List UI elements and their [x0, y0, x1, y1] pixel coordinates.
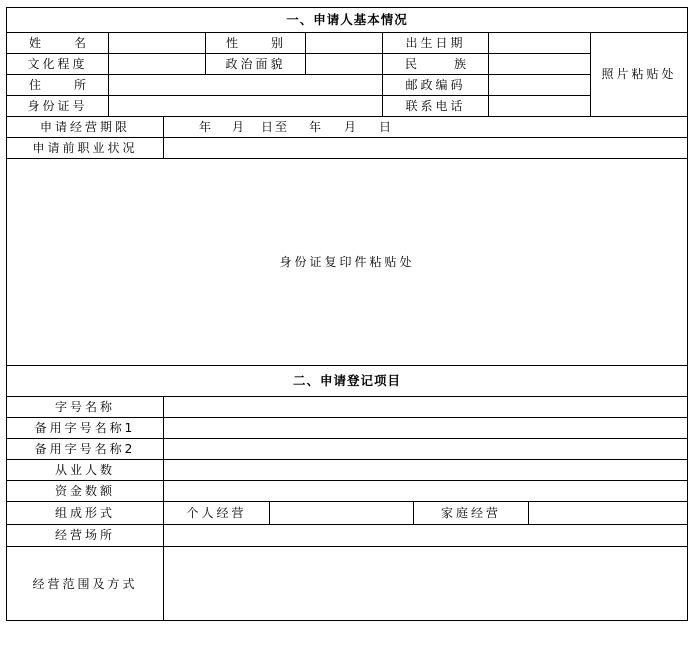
- org-family-checkbox[interactable]: [529, 501, 687, 524]
- section2-title: 二、申请登记项目: [292, 372, 401, 388]
- education-label: 文化程度: [27, 56, 88, 71]
- prior-job-field[interactable]: [164, 137, 687, 158]
- postcode-field[interactable]: [489, 74, 590, 95]
- org-family-option[interactable]: 家庭经营: [440, 505, 501, 520]
- gender-field[interactable]: [306, 32, 382, 53]
- birthdate-label: 出生日期: [405, 35, 466, 50]
- alt-name2-label: 备用字号名称2: [34, 441, 136, 456]
- trade-name-label: 字号名称: [54, 399, 115, 414]
- scope-label: 经营范围及方式: [32, 576, 138, 591]
- name-field[interactable]: [109, 32, 205, 53]
- address-label-part2: 所: [73, 77, 86, 92]
- id-copy-placeholder[interactable]: 身份证复印件粘贴处: [279, 255, 415, 269]
- premises-label: 经营场所: [54, 528, 115, 542]
- political-field[interactable]: [306, 53, 382, 74]
- ethnicity-label: [383, 53, 488, 74]
- period-start-month: 月: [232, 119, 245, 134]
- gender-label-part1: 性: [226, 35, 239, 50]
- trade-name-field[interactable]: [164, 396, 687, 417]
- birthdate-field[interactable]: [489, 32, 590, 53]
- alt-name1-label: 备用字号名称1: [34, 420, 136, 435]
- name-label: [7, 32, 108, 53]
- section1-title: 一、申请人基本情况: [286, 11, 408, 27]
- org-form-label: 组成形式: [54, 505, 115, 520]
- photo-placeholder[interactable]: 照片粘贴处: [601, 67, 677, 81]
- address-label: [7, 74, 108, 95]
- alt-name2-field[interactable]: [164, 438, 687, 459]
- address-field[interactable]: [109, 74, 382, 95]
- phone-label: 联系电话: [405, 98, 466, 113]
- id-number-field[interactable]: [109, 95, 382, 116]
- period-start-day-to: 日至: [261, 119, 290, 134]
- org-individual-checkbox[interactable]: [270, 501, 413, 524]
- employees-label: 从业人数: [54, 462, 115, 477]
- ethnicity-label-part2: 族: [453, 56, 466, 71]
- org-individual-option[interactable]: 个人经营: [186, 505, 247, 520]
- gender-label: [206, 32, 305, 53]
- period-field[interactable]: [164, 116, 687, 137]
- phone-field[interactable]: [489, 95, 590, 116]
- employees-field[interactable]: [164, 459, 687, 480]
- alt-name1-field[interactable]: [164, 417, 687, 438]
- application-form: [6, 7, 688, 621]
- political-label: 政治面貌: [225, 56, 286, 71]
- ethnicity-label-part1: 民: [405, 56, 418, 71]
- ethnicity-field[interactable]: [489, 53, 590, 74]
- period-end-day: 日: [379, 119, 392, 134]
- education-field[interactable]: [109, 53, 205, 74]
- period-start-year: 年: [199, 119, 212, 134]
- scope-field[interactable]: [164, 547, 687, 620]
- capital-label: 资金数额: [54, 483, 115, 498]
- id-number-label: 身份证号: [27, 98, 88, 113]
- capital-field[interactable]: [164, 480, 687, 501]
- address-label-part1: 住: [29, 77, 42, 92]
- period-end-month: 月: [344, 119, 357, 134]
- period-end-year: 年: [309, 119, 322, 134]
- postcode-label: 邮政编码: [405, 77, 466, 92]
- name-label-part2: 名: [73, 35, 86, 50]
- gender-label-part2: 别: [270, 35, 283, 50]
- prior-job-label: 申请前职业状况: [32, 140, 138, 155]
- period-label: 申请经营期限: [39, 119, 130, 134]
- name-label-part1: 姓: [29, 35, 42, 50]
- premises-field[interactable]: [164, 524, 687, 546]
